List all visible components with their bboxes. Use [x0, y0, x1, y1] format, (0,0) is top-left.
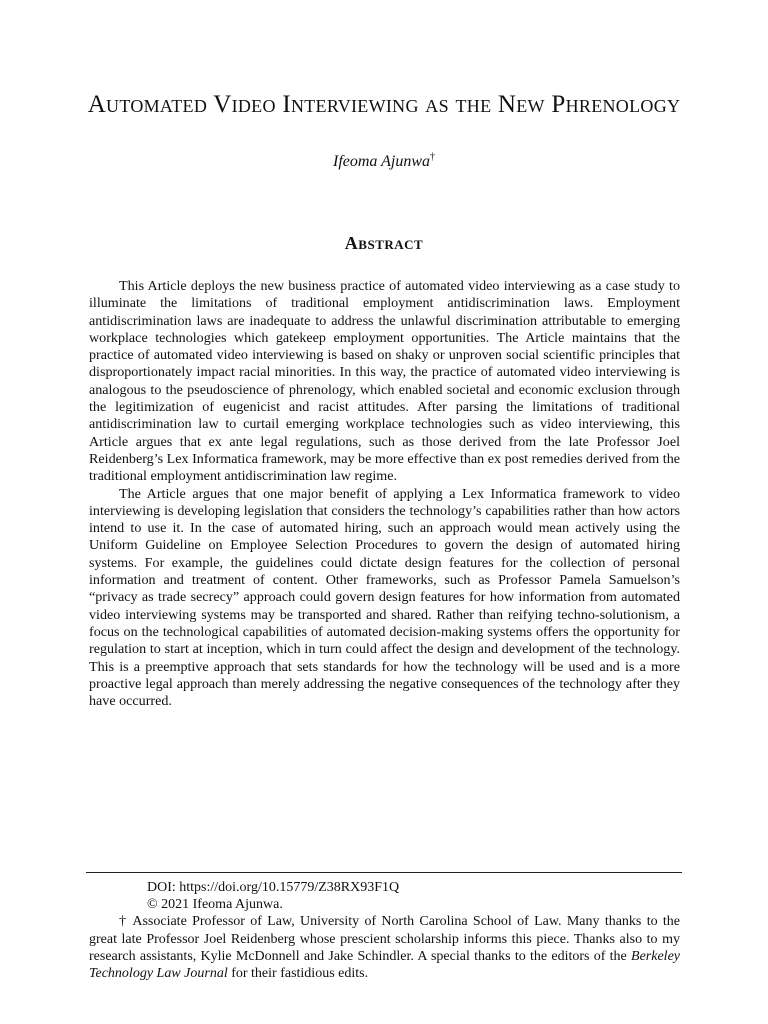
abstract-heading: Abstract	[344, 233, 424, 253]
abstract-body	[89, 278, 680, 710]
author-footnote-text: † Associate Professor of Law, University of North Carolina School of Law. Many thanks to the great late Professor Joel Reidenberg whose prescient scholarship informs this piece. Thanks also to my research assistants, Kylie McDonnell and Jake Schindler. A special thanks to the editors of the	[89, 914, 680, 964]
footnote-divider	[86, 872, 682, 873]
abstract-paragraph-1: This Article deploys the new business practice of automated video interviewing as a case study to illuminate the limitations of traditional employment antidiscrimination laws. Employment antidiscrimination laws are inadequate to address the unlawful discrimination attributable to emerging workplace technologies which gatekeep employment opportunities. The Article maintains that the practice of automated video interviewing is based on shaky or unproven social scientific principles that disproportionately impact racial minorities. In this way, the practice of automated video interviewing is analogous to the pseudoscience of phrenology, which enabled societal and economic exclusion through the legitimization of eugenicist and racist attitudes. After parsing the limitations of traditional antidiscrimination law to curtail emerging workplace technologies such as video interviewing, this Article argues that ex ante legal regulations, such as those derived from the late Professor Joel Reidenberg’s Lex Informatica framework, may be more effective than ex post remedies derived from the traditional employment antidiscrimination law regime.	[89, 278, 680, 485]
journal-name: Berkeley Technology Law Journal	[89, 948, 680, 982]
copyright-line: © 2021 Ifeoma Ajunwa.	[147, 897, 283, 913]
author-footnote-end: for their fastidious edits.	[227, 966, 369, 982]
abstract-paragraph-2: The Article argues that one major benefit of applying a Lex Informatica framework to video interviewing is developing legislation that considers the technology’s capabilities rather than how actors intend to use it. In the case of automated hiring, such an approach would mean actively using the Uniform Guideline on Employee Selection Procedures to govern the design of automated hiring systems. For example, the guidelines could dictate design features for the collection of personal information and treatment of content. Other frameworks, such as Professor Pamela Samuelson’s “privacy as trade secrecy” approach could govern design features for how information from automated video interviewing systems may be transported and shared. Rather than reifying techno-solutionism, a focus on the technological capabilities of automated decision-making systems offers the opportunity for regulation to start at inception, which in turn could affect the design and development of the technology. This is a preemptive approach that sets standards for how the technology will be used and is a more proactive legal approach than merely addressing the negative consequences of the technology after they have occurred.	[89, 485, 680, 710]
paper-title: Automated Video Interviewing as the New Phrenology	[87, 91, 681, 118]
footnotes	[89, 879, 680, 982]
author-name: Ifeoma Ajunwa	[332, 153, 431, 170]
author-footnote-mark: †	[430, 151, 436, 163]
doi-line: DOI: https://doi.org/10.15779/Z38RX93F1Q	[147, 880, 400, 895]
author-footnote	[89, 913, 680, 982]
author-line	[0, 153, 768, 171]
